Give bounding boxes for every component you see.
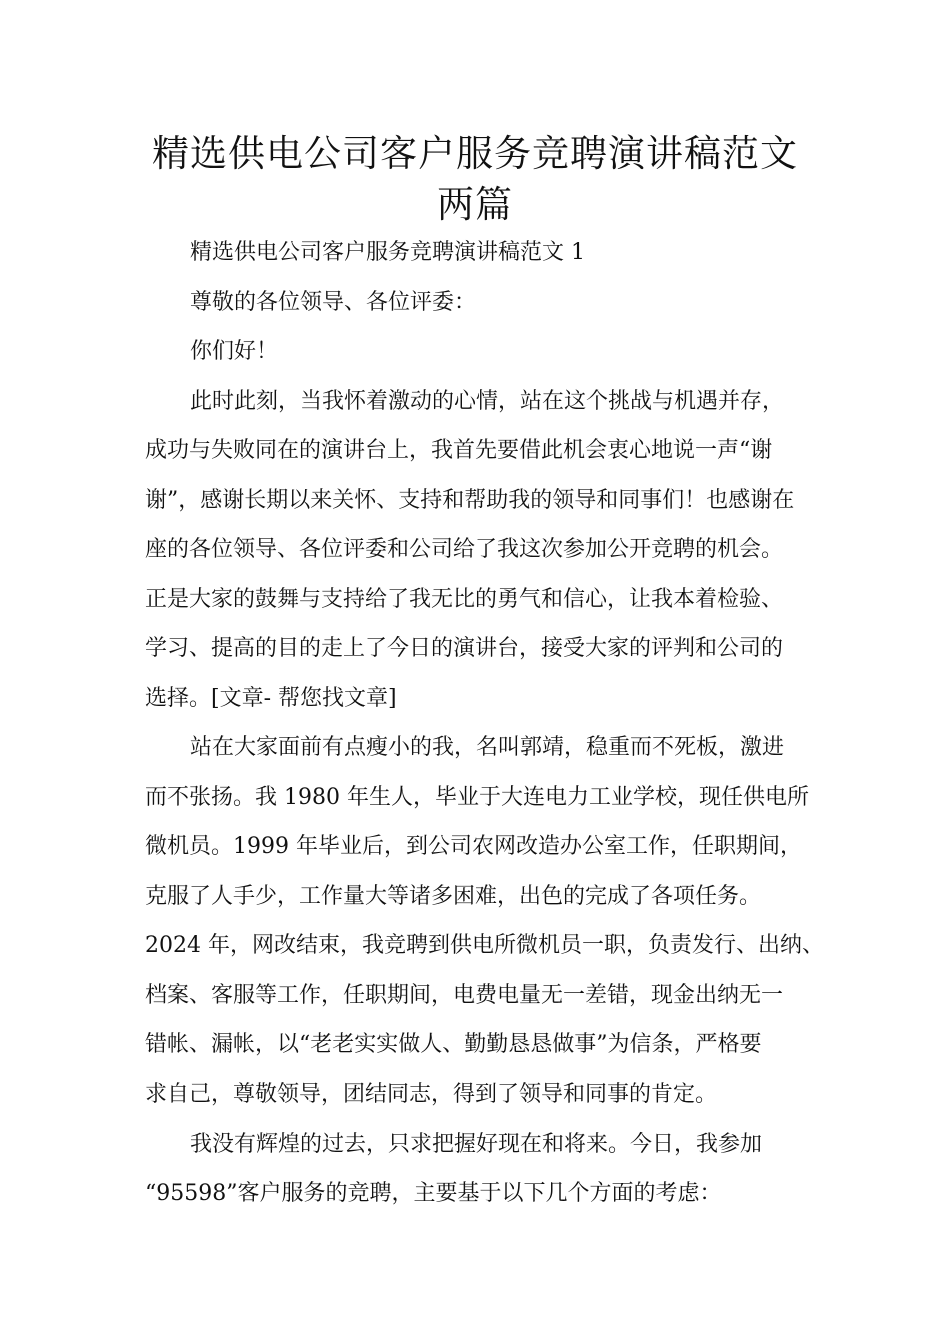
paragraph-3-line: 我没有辉煌的过去，只求把握好现在和将来。今日，我参加 [190,1132,763,1157]
paragraph-2-line: 克服了人手少，工作量大等诸多困难，出色的完成了各项任务。 [145,884,762,909]
paragraph-1-line: 成功与失败同在的演讲台上，我首先要借此机会衷心地说一声“谢 [145,438,773,463]
paragraph-1-line: 选择。[文章- 帮您找文章] [145,686,397,711]
salutation: 尊敬的各位领导、各位评委： [190,290,477,315]
paragraph-3-line: “95598”客户服务的竞聘，主要基于以下几个方面的考虑： [145,1181,722,1206]
paragraph-2-line: 错帐、漏帐，以“老老实实做人、勤勤恳恳做事”为信条，严格要 [145,1032,762,1057]
paragraph-2-line: 而不张扬。我 1980 年生人，毕业于大连电力工业学校，现任供电所 [145,785,809,810]
speech-subtitle: 精选供电公司客户服务竞聘演讲稿范文 1 [190,240,585,265]
paragraph-1-line: 正是大家的鼓舞与支持给了我无比的勇气和信心，让我本着检验、 [145,587,784,612]
paragraph-1-line: 谢”，感谢长期以来关怀、支持和帮助我的领导和同事们！也感谢在 [145,488,795,513]
paragraph-2-line: 档案、客服等工作，任职期间，电费电量无一差错，现金出纳无一 [145,983,784,1008]
greeting: 你们好！ [190,339,279,364]
paragraph-2-line: 2024 年，网改结束，我竞聘到供电所微机员一职，负责发行、出纳、 [145,933,824,958]
document-title-line-2: 两篇 [437,183,513,226]
paragraph-1-line: 学习、提高的目的走上了今日的演讲台，接受大家的评判和公司的 [145,636,784,661]
document-title-line-1: 精选供电公司客户服务竞聘演讲稿范文 [152,132,798,175]
paragraph-2-line: 站在大家面前有点瘦小的我，名叫郭靖，稳重而不死板，激进 [190,735,785,760]
paragraph-1-line: 座的各位领导、各位评委和公司给了我这次参加公开竞聘的机会。 [145,537,784,562]
paragraph-1-line: 此时此刻，当我怀着激动的心情，站在这个挑战与机遇并存， [190,389,785,414]
paragraph-2-line: 微机员。1999 年毕业后，到公司农网改造办公室工作，任职期间， [145,834,802,859]
paragraph-2-line: 求自己，尊敬领导，团结同志，得到了领导和同事的肯定。 [145,1082,718,1107]
